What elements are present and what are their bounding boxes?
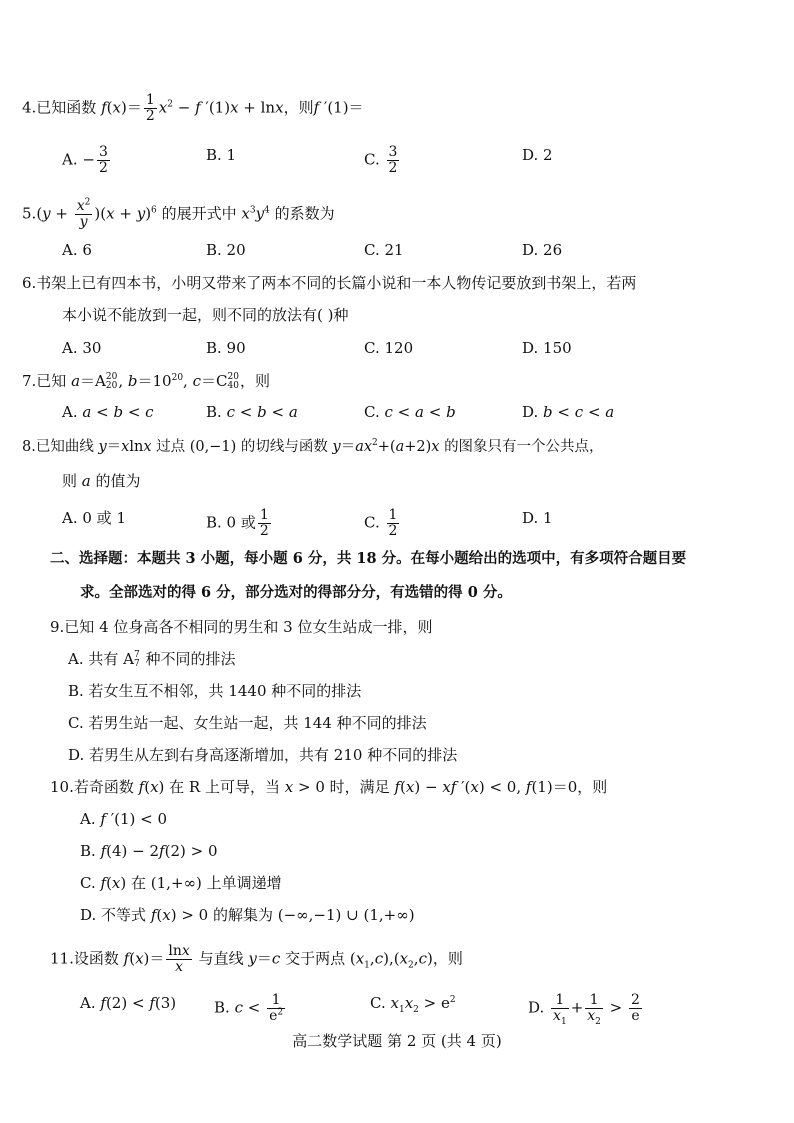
q8-option-c: C. $\frac{1}{2}$ xyxy=(364,507,398,539)
question-8-line-2: 则 a 的值为 xyxy=(62,472,141,490)
q7-option-c: C. c < a < b xyxy=(364,403,456,421)
q8-option-a: A. 0 或 1 xyxy=(62,509,126,527)
q7-option-a: A. a < b < c xyxy=(62,403,154,421)
question-10-stem: 10.若奇函数 f(x) 在 R 上可导，当 x > 0 时，满足 f(x) − xf ′(x) < 0, f(1)＝0，则 xyxy=(50,778,608,796)
q5-option-c: C. 21 xyxy=(364,241,404,259)
q8-option-d: D. 1 xyxy=(522,509,553,527)
q11-option-b: B. c < $\frac{1}{e^2}$ xyxy=(214,992,284,1024)
question-11-stem: 11.设函数 f(x)＝ $\frac{\ln x}{x}$ 与直线 y＝c 交于两点 $(x_1,c),(x_2,c)$，则 xyxy=(50,943,463,975)
question-6-line-2: 本小说不能放到一起，则不同的放法有( )种 xyxy=(62,306,349,324)
question-9-stem: 9.已知 4 位身高各不相同的男生和 3 位女生站成一排，则 xyxy=(50,618,433,636)
q4-option-d: D. 2 xyxy=(522,146,553,164)
question-5-stem: 5.(y + $\frac{x^2}{y}$ )$(x + y)^6$ 的展开式中 $x^3y^4$ 的系数为 xyxy=(22,197,335,230)
q10-option-a: A. f ′(1) < 0 xyxy=(80,810,168,828)
q7-option-b: B. c < b < a xyxy=(206,403,298,421)
q8-option-b: B. 0 或 $\frac{1}{2}$ xyxy=(206,507,269,539)
q11-option-c: C. $x_1x_2 > e^2$ xyxy=(370,994,456,1015)
q4-option-a: A. − $\frac{3}{2}$ xyxy=(62,144,108,176)
q4-option-b: B. 1 xyxy=(206,146,237,164)
q6-option-b: B. 90 xyxy=(206,339,246,357)
q9-option-c: C. 若男生站一起、女生站一起，共 144 种不同的排法 xyxy=(68,714,427,732)
question-8-line-1: 8.已知曲线 y＝xlnx 过点 (0,−1) 的切线与函数 $y=ax^2+(a+2)x$ 的图象只有一个公共点， xyxy=(22,438,604,455)
question-4-stem: 4.已知函数 f(x)＝ $\frac{1}{2}$ $x^2 - f$ ′(1)x + lnx，则f ′(1)＝ xyxy=(22,92,364,124)
page-footer: 高二数学试题 第 2 页 (共 4 页) xyxy=(292,1032,502,1050)
q11-option-a: A. f(2) < f(3) xyxy=(80,994,177,1012)
q9-option-b: B. 若女生互不相邻，共 1440 种不同的排法 xyxy=(68,682,362,700)
section-2-heading-line-2: 求。全部选对的得 6 分，部分选对的得部分分，有选错的得 0 分。 xyxy=(80,584,512,601)
section-2-heading-line-1: 二、选择题：本题共 3 小题，每小题 6 分，共 18 分。在每小题给出的选项中，有多项符合题目要 xyxy=(50,550,687,567)
q11-option-d: D. $\frac{1}{x_1}$ + $\frac{1}{x_2}$ > $\frac{2}{e}$ xyxy=(528,992,640,1027)
q4-option-c: C. $\frac{3}{2}$ xyxy=(364,144,398,176)
q10-option-c: C. f(x) 在 (1,+∞) 上单调递增 xyxy=(80,874,282,892)
q6-option-a: A. 30 xyxy=(62,339,102,357)
q6-option-c: C. 120 xyxy=(364,339,414,357)
q10-option-b: B. f(4) − 2f(2) > 0 xyxy=(80,842,218,860)
q9-option-a: A. 共有 A 7 7 种不同的排法 xyxy=(68,650,236,669)
q5-option-b: B. 20 xyxy=(206,241,246,259)
q6-option-d: D. 150 xyxy=(522,339,572,357)
q7-option-d: D. b < c < a xyxy=(522,403,615,421)
question-6-line-1: 6.书架上已有四本书，小明又带来了两本不同的长篇小说和一本人物传记要放到书架上，若两 xyxy=(22,274,637,292)
question-7-stem: 7.已知 a＝A 20 20 , $b=10^{20}$, c＝C 20 40 ，则 xyxy=(22,372,270,391)
q5-option-a: A. 6 xyxy=(62,241,92,259)
q5-option-d: D. 26 xyxy=(522,241,563,259)
q9-option-d: D. 若男生从左到右身高逐渐增加，共有 210 种不同的排法 xyxy=(68,746,458,764)
q10-option-d: D. 不等式 f(x) > 0 的解集为 (−∞,−1) ∪ (1,+∞) xyxy=(80,906,415,924)
